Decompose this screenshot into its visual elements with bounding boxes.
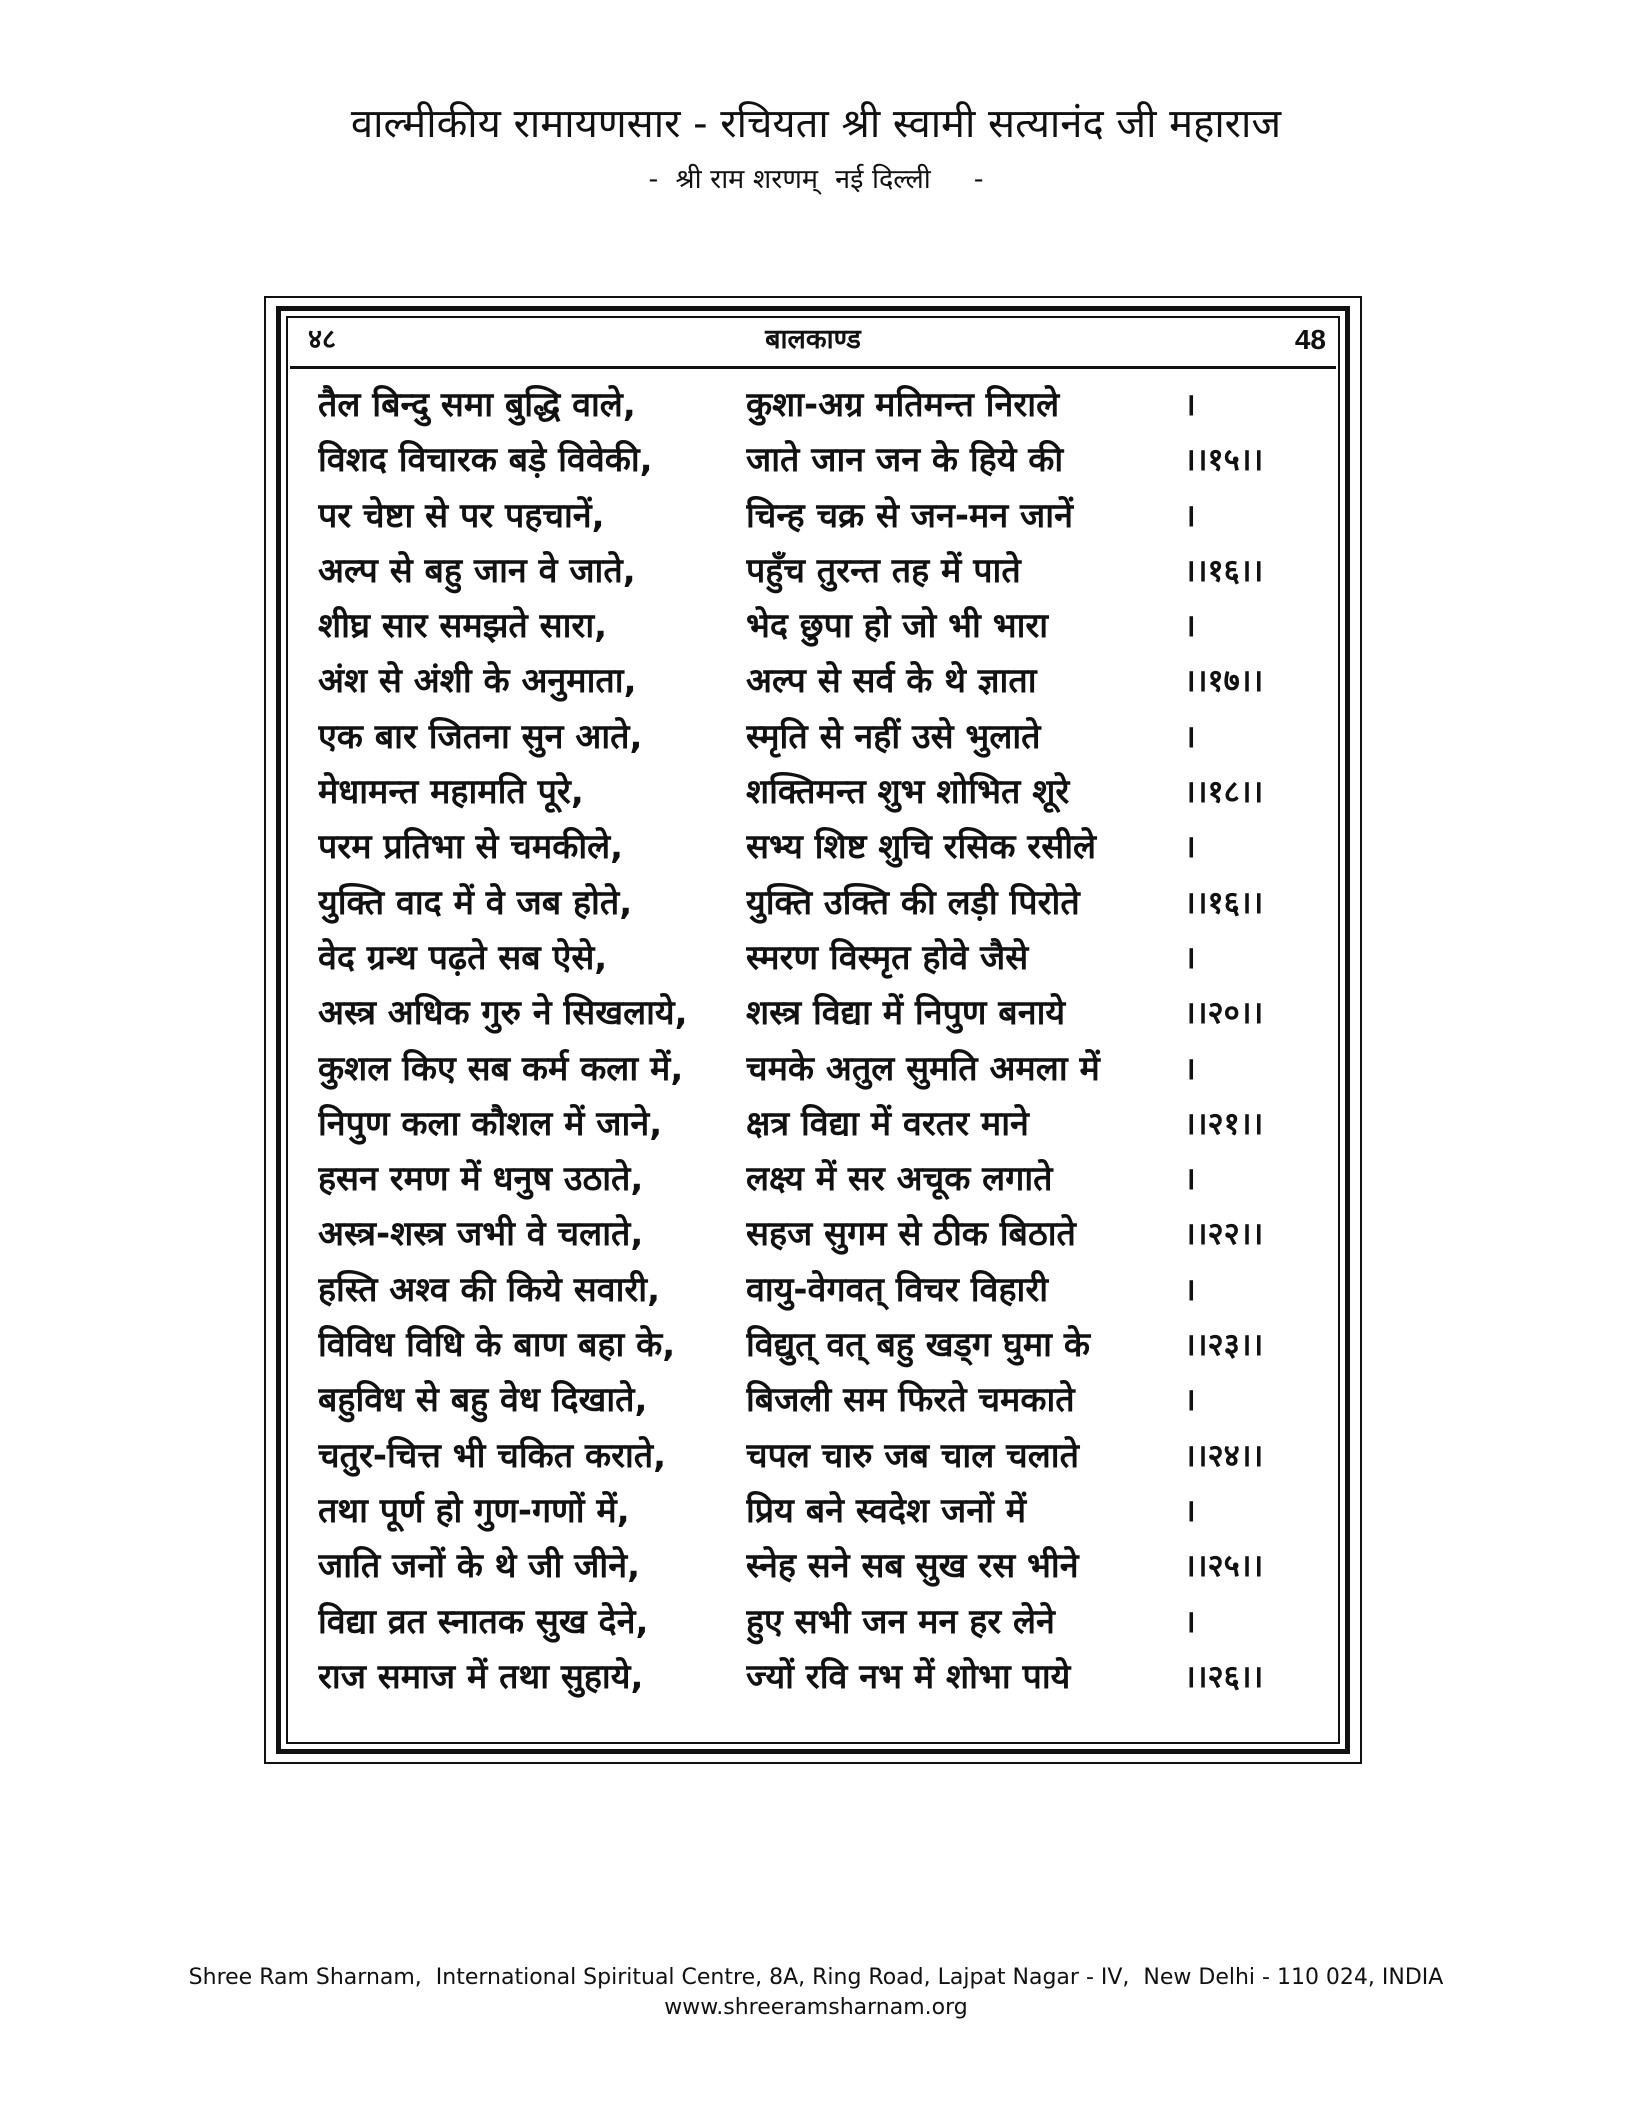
verse-second-half: स्नेह सने सब सुख रस भीने — [746, 1546, 1079, 1587]
verse-number-mark: । — [1184, 1050, 1196, 1087]
page-header-title: वाल्मीकीय रामायणसार - रचियता श्री स्वामी सत्यानंद जी महाराज — [350, 101, 1282, 147]
verse-number-mark: ।।२६।। — [1184, 1658, 1264, 1695]
verse-number-mark: ।।२५।। — [1184, 1548, 1264, 1585]
verse-second-half: शस्त्र विद्या में निपुण बनाये — [746, 993, 1066, 1034]
verse-first-half: वेद ग्रन्थ पढ़ते सब ऐसे, — [318, 937, 608, 978]
verse-second-half: चिन्ह चक्र से जन-मन जानें — [746, 495, 1073, 536]
verse-line — [318, 1042, 1330, 1097]
verse-first-half: अस्त्र-शस्त्र जभी वे चलाते, — [318, 1214, 644, 1255]
verse-second-half: वायु-वेगवत् विचर विहारी — [746, 1269, 1049, 1310]
verse-line — [318, 876, 1330, 931]
running-head — [290, 312, 1336, 370]
verse-first-half: तैल बिन्दु समा बुद्धि वाले, — [318, 385, 636, 425]
verse-second-half: बिजली सम फिरते चमकाते — [746, 1380, 1075, 1421]
verse-number-mark: । — [1184, 1271, 1196, 1308]
verse-first-half: अंश से अंशी के अनुमाता, — [318, 661, 637, 702]
verse-second-half: युक्ति उक्ति की लड़ी पिरोते — [746, 882, 1080, 923]
footer-website: www.shreeramsharnam.org — [664, 1995, 968, 2020]
verse-first-half: तथा पूर्ण हो गुण-गणों में, — [318, 1490, 630, 1531]
verse-second-half: चमके अतुल सुमति अमला में — [746, 1048, 1100, 1089]
verse-line — [318, 1152, 1330, 1207]
verse-second-half: चपल चारु जब चाल चलाते — [746, 1435, 1079, 1476]
verse-first-half: निपुण कला कौशल में जाने, — [318, 1103, 663, 1144]
verse-line — [318, 489, 1330, 544]
header-divider — [290, 366, 1336, 369]
verse-number-mark: । — [1184, 1161, 1196, 1198]
verse-second-half: भेद छुपा हो जो भी भारा — [746, 606, 1049, 647]
verse-number-mark: ।।१७।। — [1184, 663, 1264, 700]
verse-line — [318, 765, 1330, 820]
verse-line — [318, 599, 1330, 654]
verse-line — [318, 1263, 1330, 1318]
verse-number-mark: ।।२४।। — [1184, 1437, 1264, 1474]
verse-first-half: मेधामन्त महामति पूरे, — [318, 772, 584, 813]
verse-number-mark: । — [1184, 829, 1196, 866]
verse-second-half: सभ्य शिष्ट शुचि रसिक रसीले — [746, 827, 1097, 868]
verse-second-half: प्रिय बने स्वदेश जनों में — [746, 1490, 1027, 1531]
verse-line — [318, 1595, 1330, 1650]
footer-address: Shree Ram Sharnam, International Spiritual Centre, 8A, Ring Road, Lajpat Nagar - IV, New Delhi - 110 024, INDIA — [188, 1965, 1444, 1990]
verse-number-mark: ।।१८।। — [1184, 774, 1264, 811]
verse-line — [318, 433, 1330, 488]
verse-line — [318, 931, 1330, 986]
verse-number-mark: ।।२२।। — [1184, 1216, 1264, 1253]
verse-first-half: बहुविध से बहु वेध दिखाते, — [318, 1380, 648, 1421]
verse-line — [318, 654, 1330, 709]
verse-line — [318, 1484, 1330, 1539]
verse-second-half: जाते जान जन के हिये की — [746, 440, 1064, 481]
verse-first-half: हसन रमण में धनुष उठाते, — [318, 1159, 644, 1200]
verse-second-half: विद्युत् वत् बहु खड्ग घुमा के — [746, 1325, 1090, 1366]
verse-first-half: हस्ति अश्व की किये सवारी, — [318, 1269, 661, 1310]
verse-number-mark: ।।२०।। — [1184, 995, 1264, 1032]
verse-second-half: स्मृति से नहीं उसे भुलाते — [746, 716, 1041, 757]
verse-number-mark: । — [1184, 1382, 1196, 1419]
verse-line — [318, 986, 1330, 1041]
verse-line — [318, 1318, 1330, 1373]
page-header-subtitle: - श्री राम शरणम् नई दिल्ली - — [648, 164, 984, 195]
verse-second-half: शक्तिमन्त शुभ शोभित शूरे — [746, 772, 1070, 813]
verse-first-half: जाति जनों के थे जी जीने, — [318, 1546, 640, 1587]
verse-second-half: स्मरण विस्मृत होवे जैसे — [746, 937, 1029, 978]
verse-list — [318, 378, 1330, 1705]
verse-first-half: अस्त्र अधिक गुरु ने सिखलाये, — [318, 993, 688, 1034]
verse-first-half: शीघ्र सार समझते सारा, — [318, 606, 608, 647]
verse-number-mark: ।।१५।। — [1184, 442, 1264, 479]
verse-line — [318, 1207, 1330, 1262]
verse-line — [318, 1097, 1330, 1152]
verse-line — [318, 710, 1330, 765]
verse-number-mark: ।।१६।। — [1184, 552, 1264, 589]
verse-number-mark: । — [1184, 608, 1196, 645]
verse-first-half: राज समाज में तथा सुहाये, — [318, 1656, 644, 1697]
verse-first-half: विविध विधि के बाण बहा के, — [318, 1325, 676, 1366]
verse-line — [318, 1650, 1330, 1705]
verse-first-half: विद्या व्रत स्नातक सुख देने, — [318, 1601, 649, 1642]
verse-first-half: परम प्रतिभा से चमकीले, — [318, 827, 624, 868]
verse-line — [318, 1429, 1330, 1484]
verse-number-mark: । — [1184, 939, 1196, 976]
verse-second-half: ज्यों रवि नभ में शोभा पाये — [746, 1656, 1071, 1697]
page-number: 48 — [1294, 324, 1326, 355]
verse-first-half: पर चेष्टा से पर पहचानें, — [318, 495, 605, 536]
verse-number-mark: । — [1184, 387, 1196, 423]
verse-line — [318, 1539, 1330, 1594]
verse-number-mark: । — [1184, 497, 1196, 534]
verse-second-half: पहुँच तुरन्त तह में पाते — [746, 550, 1021, 591]
verse-first-half: अल्प से बहु जान वे जाते, — [318, 550, 636, 591]
verse-number-mark: ।।२३।। — [1184, 1327, 1264, 1364]
verse-number-mark: । — [1184, 718, 1196, 755]
verse-first-half: चतुर-चित्त भी चकित कराते, — [318, 1435, 667, 1476]
verse-second-half: सहज सुगम से ठीक बिठाते — [746, 1214, 1076, 1255]
section-title: बालकाण्ड — [765, 324, 861, 355]
verse-number-mark: । — [1184, 1603, 1196, 1640]
verse-line — [318, 378, 1330, 433]
verse-second-half: अल्प से सर्व के थे ज्ञाता — [746, 661, 1037, 702]
verse-number-mark: ।।१६।। — [1184, 884, 1264, 921]
verse-second-half: लक्ष्य में सर अचूक लगाते — [746, 1159, 1053, 1200]
verse-line — [318, 544, 1330, 599]
verse-first-half: विशद विचारक बड़े विवेकी, — [318, 440, 653, 481]
verse-second-half: क्षत्र विद्या में वरतर माने — [746, 1103, 1029, 1144]
page-number-devanagari: ४८ — [308, 324, 337, 355]
verse-first-half: कुशल किए सब कर्म कला में, — [318, 1048, 684, 1089]
verse-line — [318, 1373, 1330, 1428]
verse-first-half: युक्ति वाद में वे जब होते, — [318, 882, 633, 923]
verse-second-half: हुए सभी जन मन हर लेने — [746, 1601, 1055, 1642]
verse-second-half: कुशा-अग्र मतिमन्त निराले — [746, 385, 1060, 425]
verse-line — [318, 820, 1330, 875]
verse-number-mark: । — [1184, 1492, 1196, 1529]
verse-number-mark: ।।२१।। — [1184, 1105, 1264, 1142]
verse-first-half: एक बार जितना सुन आते, — [318, 716, 643, 757]
